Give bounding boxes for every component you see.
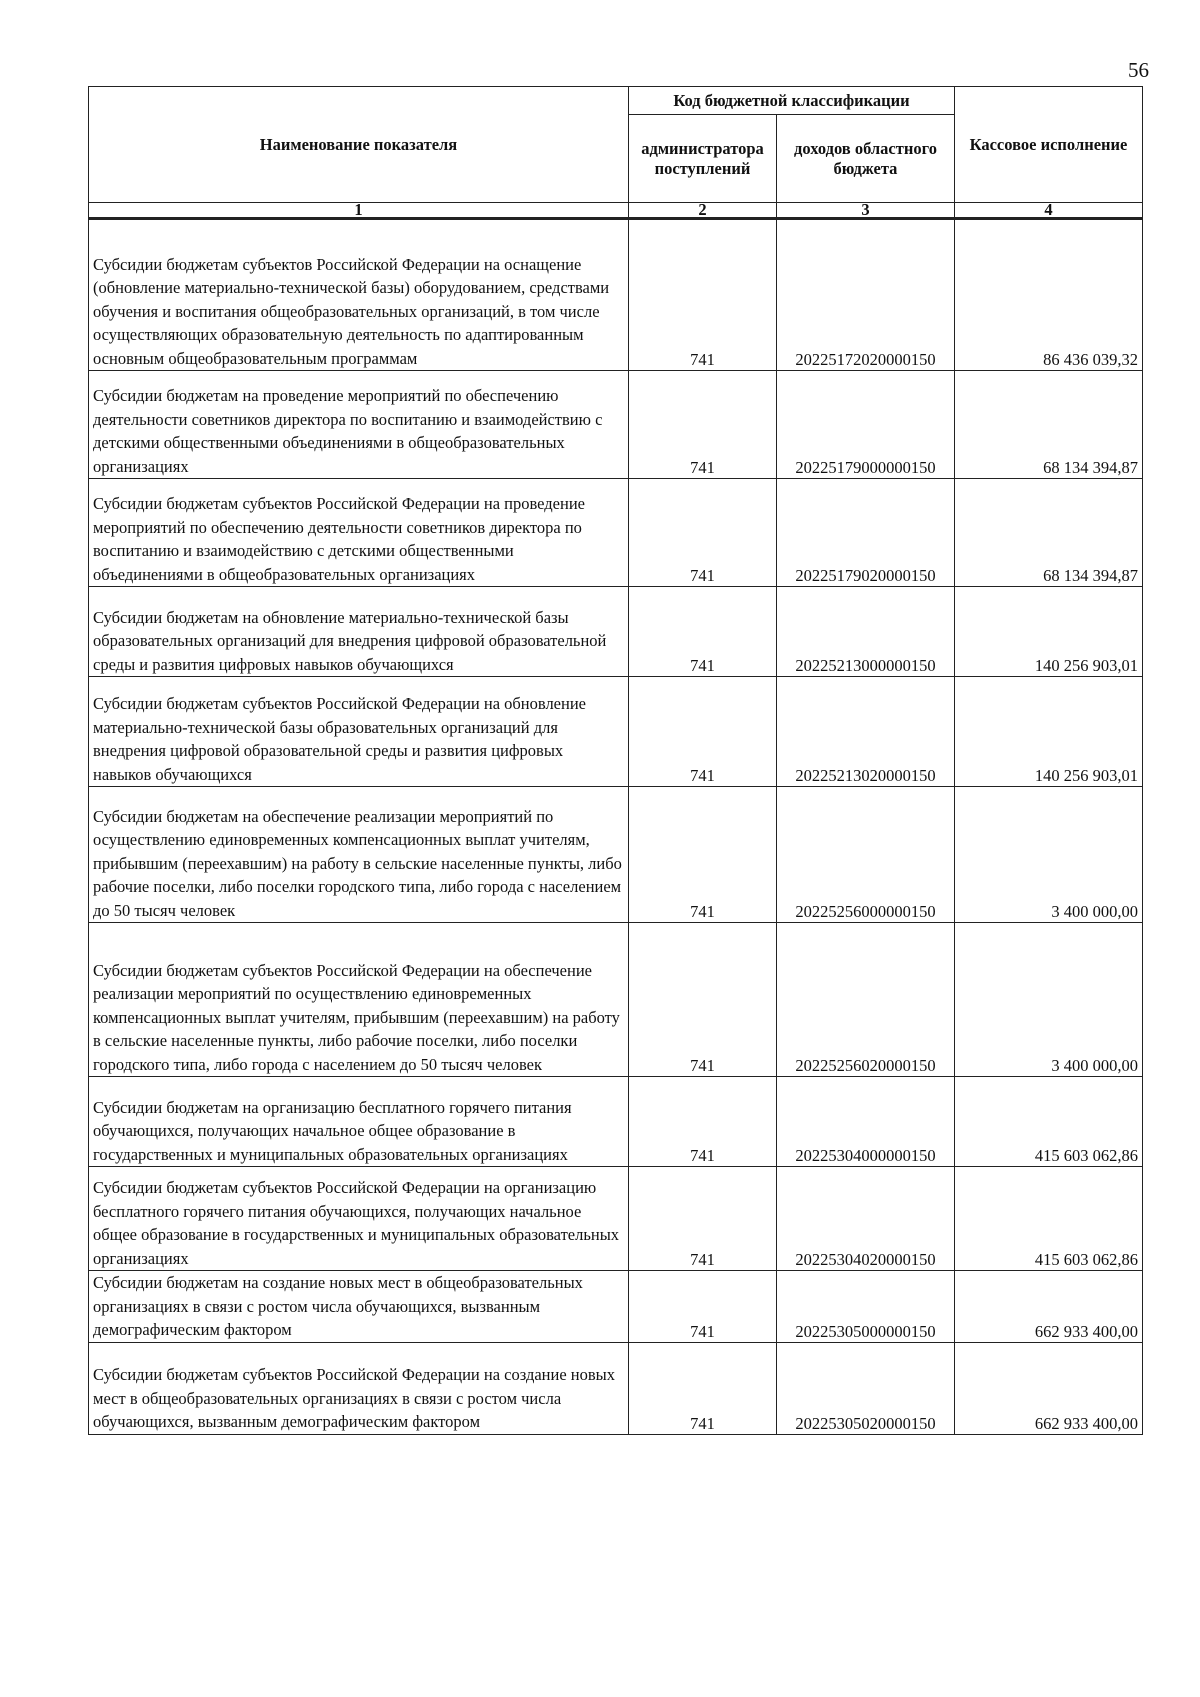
column-number-4: 4: [955, 203, 1143, 219]
row-income-code-cell: 20225213020000150: [777, 677, 955, 787]
table-row: [89, 1271, 1143, 1343]
row-income-code-cell: 20225305020000150: [777, 1342, 955, 1434]
table-row: [89, 1342, 1143, 1434]
table-row: [89, 479, 1143, 587]
row-amount-cell: 140 256 903,01: [955, 677, 1143, 787]
row-income-code-cell: 20225179000000150: [777, 371, 955, 479]
row-amount-cell: 415 603 062,86: [955, 1077, 1143, 1167]
table-body: [89, 219, 1143, 1435]
row-income-code-cell: 20225256020000150: [777, 923, 955, 1077]
row-amount-cell: 662 933 400,00: [955, 1271, 1143, 1343]
row-name-cell: Субсидии бюджетам субъектов Российской Федерации на обеспечение реализации мероприятий по осуществлению единовременных компенсационных выплат учителям, прибывшим (переехавшим) на работу в сельские населенные пункты, либо рабочие поселки, либо поселки городского типа, либо города с населением до 50 тысяч человек: [89, 923, 629, 1077]
column-number-2: 2: [629, 203, 777, 219]
budget-revenue-table: [88, 86, 1143, 1435]
row-income-code-cell: 20225213000000150: [777, 587, 955, 677]
row-admin-code-cell: 741: [629, 1167, 777, 1271]
table-row: [89, 923, 1143, 1077]
row-amount-cell: 68 134 394,87: [955, 371, 1143, 479]
table-header: [89, 87, 1143, 219]
row-amount-cell: 3 400 000,00: [955, 787, 1143, 923]
row-name-cell: Субсидии бюджетам субъектов Российской Федерации на проведение мероприятий по обеспечению деятельности советников директора по воспитанию и взаимодействию с детскими общественными объединениями в общеобразовательных организациях: [89, 479, 629, 587]
table-row: [89, 371, 1143, 479]
row-amount-cell: 86 436 039,32: [955, 219, 1143, 371]
row-admin-code-cell: 741: [629, 371, 777, 479]
cash-execution-header: Кассовое исполнение: [955, 87, 1143, 203]
row-admin-code-cell: 741: [629, 219, 777, 371]
row-income-code-cell: 20225256000000150: [777, 787, 955, 923]
row-amount-cell: 140 256 903,01: [955, 587, 1143, 677]
table-row: [89, 677, 1143, 787]
row-income-code-cell: 20225305000000150: [777, 1271, 955, 1343]
row-income-code-cell: 20225172020000150: [777, 219, 955, 371]
page-number: 56: [1128, 58, 1149, 82]
table-row: [89, 787, 1143, 923]
row-name-cell: Субсидии бюджетам на создание новых мест в общеобразовательных организациях в связи с ростом числа обучающихся, вызванным демографическим фактором: [89, 1271, 629, 1343]
row-name-cell: Субсидии бюджетам субъектов Российской Федерации на организацию бесплатного горячего питания обучающихся, получающих начальное общее образование в государственных и муниципальных образовательных организациях: [89, 1167, 629, 1271]
regional-income-header: доходов областного бюджета: [777, 115, 955, 203]
budget-class-code-header: Код бюджетной классификации: [629, 87, 955, 115]
row-name-cell: Субсидии бюджетам на обеспечение реализации мероприятий по осуществлению единовременных компенсационных выплат учителям, прибывшим (переехавшим) на работу в сельские населенные пункты, либо рабочие поселки, либо поселки городского типа, либо города с населением до 50 тысяч человек: [89, 787, 629, 923]
row-name-cell: Субсидии бюджетам субъектов Российской Федерации на оснащение (обновление материально-технической базы) оборудованием, средствами обучения и воспитания общеобразовательных организаций, в том числе осуществляющих образовательную деятельность по адаптированным основным общеобразовательным программам: [89, 219, 629, 371]
row-income-code-cell: 20225304000000150: [777, 1077, 955, 1167]
row-income-code-cell: 20225304020000150: [777, 1167, 955, 1271]
column-number-3: 3: [777, 203, 955, 219]
row-admin-code-cell: 741: [629, 1342, 777, 1434]
row-amount-cell: 662 933 400,00: [955, 1342, 1143, 1434]
row-name-cell: Субсидии бюджетам на проведение мероприятий по обеспечению деятельности советников директора по воспитанию и взаимодействию с детскими общественными объединениями в общеобразовательных организациях: [89, 371, 629, 479]
row-admin-code-cell: 741: [629, 1077, 777, 1167]
administrator-header: администратора поступлений: [629, 115, 777, 203]
table-row: [89, 219, 1143, 371]
column-number-1: 1: [89, 203, 629, 219]
row-amount-cell: 415 603 062,86: [955, 1167, 1143, 1271]
row-admin-code-cell: 741: [629, 587, 777, 677]
row-amount-cell: 68 134 394,87: [955, 479, 1143, 587]
row-name-cell: Субсидии бюджетам субъектов Российской Федерации на обновление материально-технической базы образовательных организаций для внедрения цифровой образовательной среды и развития цифровых навыков обучающихся: [89, 677, 629, 787]
table-row: [89, 1077, 1143, 1167]
indicator-name-header: Наименование показателя: [89, 87, 629, 203]
row-admin-code-cell: 741: [629, 787, 777, 923]
row-admin-code-cell: 741: [629, 923, 777, 1077]
row-admin-code-cell: 741: [629, 479, 777, 587]
row-name-cell: Субсидии бюджетам субъектов Российской Федерации на создание новых мест в общеобразовательных организациях в связи с ростом числа обучающихся, вызванным демографическим фактором: [89, 1342, 629, 1434]
row-amount-cell: 3 400 000,00: [955, 923, 1143, 1077]
table-row: [89, 1167, 1143, 1271]
row-income-code-cell: 20225179020000150: [777, 479, 955, 587]
row-name-cell: Субсидии бюджетам на обновление материально-технической базы образовательных организаций для внедрения цифровой образовательной среды и развития цифровых навыков обучающихся: [89, 587, 629, 677]
row-admin-code-cell: 741: [629, 1271, 777, 1343]
row-name-cell: Субсидии бюджетам на организацию бесплатного горячего питания обучающихся, получающих начальное общее образование в государственных и муниципальных образовательных организациях: [89, 1077, 629, 1167]
row-admin-code-cell: 741: [629, 677, 777, 787]
table-row: [89, 587, 1143, 677]
